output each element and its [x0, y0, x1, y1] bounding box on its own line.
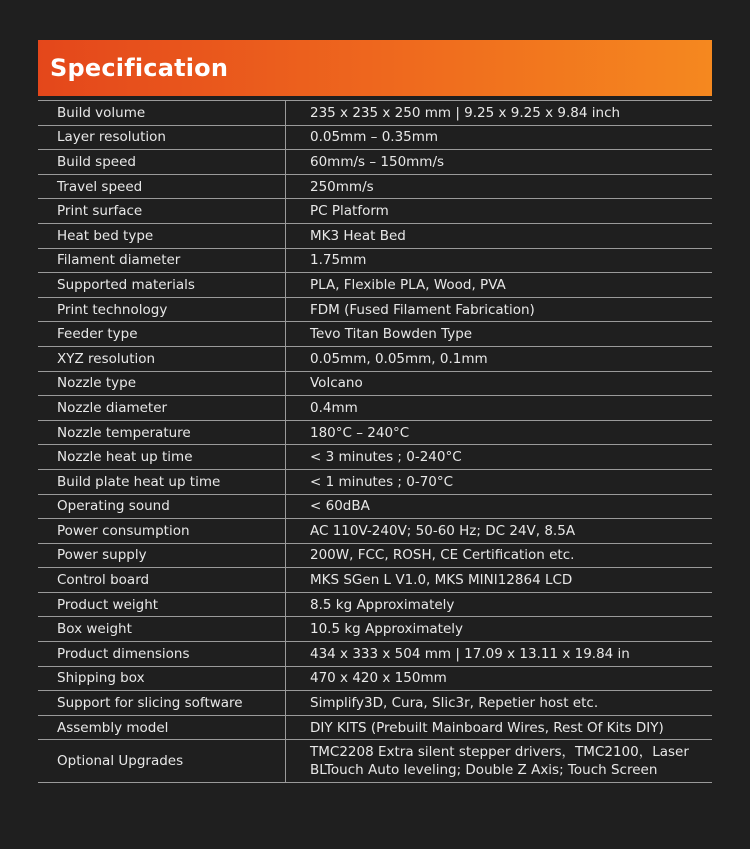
spec-value — [286, 740, 713, 783]
spec-label: Nozzle type — [38, 371, 286, 396]
spec-label: Build plate heat up time — [38, 469, 286, 494]
table-row — [38, 592, 712, 617]
spec-label: Nozzle diameter — [38, 396, 286, 421]
spec-value: Volcano — [286, 371, 713, 396]
spec-label: Assembly model — [38, 715, 286, 740]
spec-label: Box weight — [38, 617, 286, 642]
table-row — [38, 568, 712, 593]
spec-label: Power supply — [38, 543, 286, 568]
table-row — [38, 396, 712, 421]
spec-value: 0.05mm, 0.05mm, 0.1mm — [286, 346, 713, 371]
spec-value: 434 x 333 x 504 mm | 17.09 x 13.11 x 19.84 in — [286, 642, 713, 667]
table-row — [38, 715, 712, 740]
spec-value: Tevo Titan Bowden Type — [286, 322, 713, 347]
spec-value: DIY KITS (Prebuilt Mainboard Wires, Rest Of Kits DIY) — [286, 715, 713, 740]
spec-label: Nozzle heat up time — [38, 445, 286, 470]
spec-label: Heat bed type — [38, 223, 286, 248]
table-row — [38, 617, 712, 642]
spec-value: 8.5 kg Approximately — [286, 592, 713, 617]
spec-value: MKS SGen L V1.0, MKS MINI12864 LCD — [286, 568, 713, 593]
spec-value-line: BLTouch Auto leveling; Double Z Axis; Touch Screen — [310, 762, 658, 779]
spec-value: Simplify3D, Cura, Slic3r, Repetier host etc. — [286, 691, 713, 716]
table-row — [38, 346, 712, 371]
spec-label: Build volume — [38, 101, 286, 126]
spec-label: Product dimensions — [38, 642, 286, 667]
spec-value: AC 110V-240V; 50-60 Hz; DC 24V, 8.5A — [286, 519, 713, 544]
spec-value: FDM (Fused Filament Fabrication) — [286, 297, 713, 322]
table-row — [38, 642, 712, 667]
spec-value: 235 x 235 x 250 mm | 9.25 x 9.25 x 9.84 inch — [286, 101, 713, 126]
spec-label: Build speed — [38, 150, 286, 175]
spec-value: 0.05mm – 0.35mm — [286, 125, 713, 150]
spec-label: Power consumption — [38, 519, 286, 544]
spec-value: 200W, FCC, ROSH, CE Certification etc. — [286, 543, 713, 568]
table-row — [38, 199, 712, 224]
page-title: Specification — [50, 54, 229, 82]
spec-table-body — [38, 101, 712, 783]
table-row — [38, 125, 712, 150]
spec-label: Supported materials — [38, 273, 286, 298]
spec-value: 60mm/s – 150mm/s — [286, 150, 713, 175]
spec-value-line: TMC2208 Extra silent stepper drivers，TMC2100，Laser — [310, 744, 689, 761]
table-row — [38, 420, 712, 445]
spec-label: Optional Upgrades — [38, 740, 286, 783]
spec-value: 1.75mm — [286, 248, 713, 273]
spec-header-banner — [38, 40, 712, 96]
table-row — [38, 371, 712, 396]
spec-label: Layer resolution — [38, 125, 286, 150]
table-row — [38, 543, 712, 568]
spec-label: Feeder type — [38, 322, 286, 347]
table-row — [38, 469, 712, 494]
table-row — [38, 740, 712, 783]
table-row — [38, 691, 712, 716]
table-row — [38, 519, 712, 544]
spec-value: PLA, Flexible PLA, Wood, PVA — [286, 273, 713, 298]
spec-value: < 1 minutes ; 0-70°C — [286, 469, 713, 494]
table-row — [38, 248, 712, 273]
table-row — [38, 273, 712, 298]
spec-value: 250mm/s — [286, 174, 713, 199]
spec-label: Shipping box — [38, 666, 286, 691]
table-row — [38, 223, 712, 248]
spec-value: 10.5 kg Approximately — [286, 617, 713, 642]
spec-label: Nozzle temperature — [38, 420, 286, 445]
table-row — [38, 322, 712, 347]
spec-value: PC Platform — [286, 199, 713, 224]
table-row — [38, 150, 712, 175]
spec-label: Travel speed — [38, 174, 286, 199]
spec-table — [38, 100, 712, 783]
spec-label: Support for slicing software — [38, 691, 286, 716]
spec-label: Print surface — [38, 199, 286, 224]
spec-value: 0.4mm — [286, 396, 713, 421]
spec-label: Operating sound — [38, 494, 286, 519]
table-row — [38, 666, 712, 691]
spec-label: Print technology — [38, 297, 286, 322]
spec-label: Product weight — [38, 592, 286, 617]
spec-label: XYZ resolution — [38, 346, 286, 371]
spec-label: Control board — [38, 568, 286, 593]
spec-value: MK3 Heat Bed — [286, 223, 713, 248]
table-row — [38, 494, 712, 519]
spec-label: Filament diameter — [38, 248, 286, 273]
spec-value: < 60dBA — [286, 494, 713, 519]
spec-value: < 3 minutes ; 0-240°C — [286, 445, 713, 470]
spec-value: 470 x 420 x 150mm — [286, 666, 713, 691]
table-row — [38, 101, 712, 126]
table-row — [38, 297, 712, 322]
table-row — [38, 174, 712, 199]
table-row — [38, 445, 712, 470]
spec-value: 180°C – 240°C — [286, 420, 713, 445]
